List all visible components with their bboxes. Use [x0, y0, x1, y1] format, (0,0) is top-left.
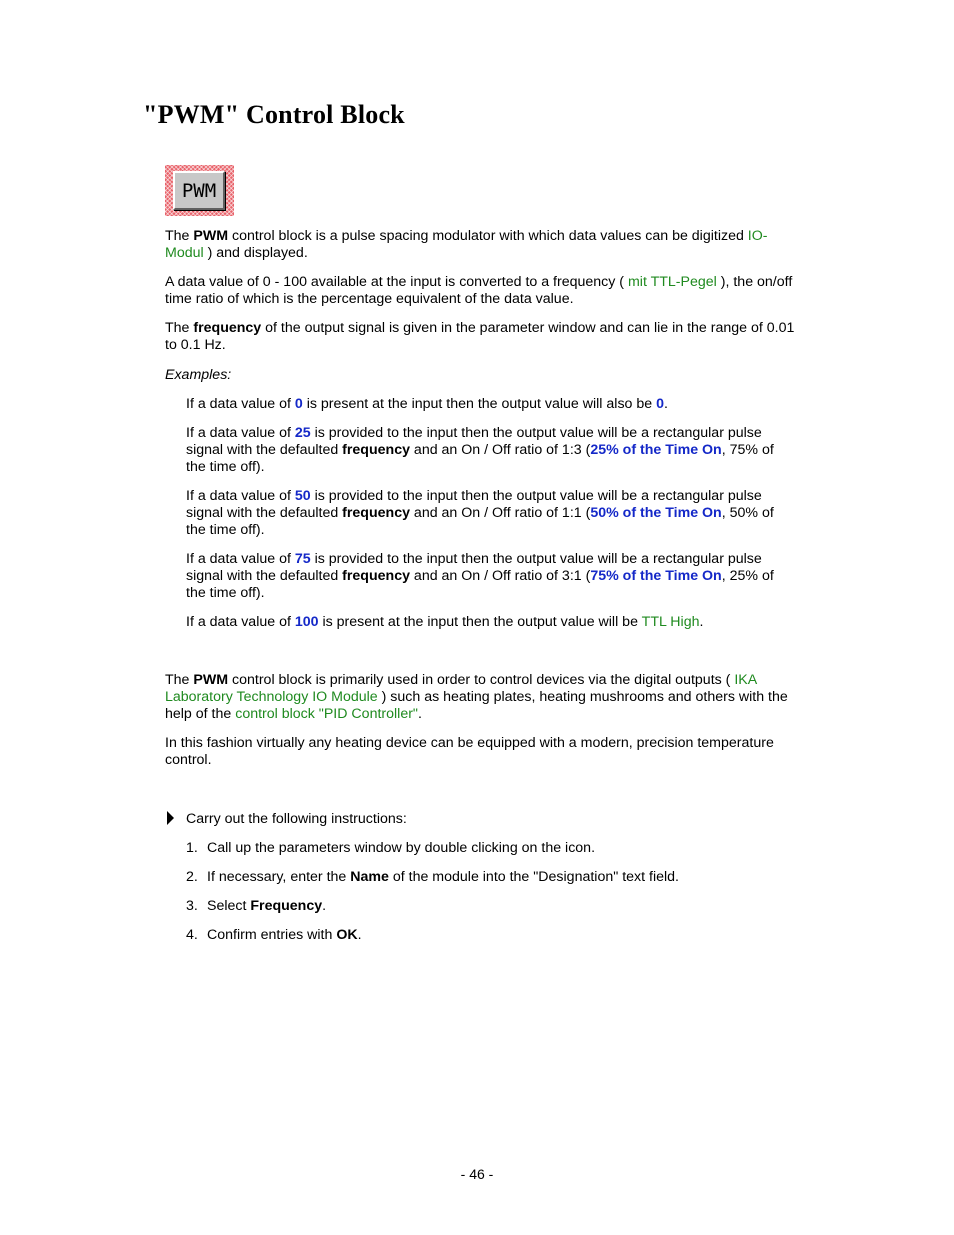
- output-value: 0: [656, 396, 664, 412]
- bold-term: frequency: [193, 320, 262, 336]
- text-run: is provided to the input then the output value will be a rectangular pulse signal with the defaulted: [186, 551, 762, 584]
- text-run: If necessary, enter the: [207, 869, 351, 885]
- intro-paragraph: [165, 228, 797, 262]
- page-number: - 46 -: [460, 1166, 494, 1182]
- text-run: .: [663, 396, 668, 412]
- text-run: ) and displayed.: [203, 245, 308, 261]
- text-run: If a data value of: [186, 551, 295, 567]
- step-item: [186, 840, 797, 857]
- example-100: [186, 614, 797, 631]
- text-run: Call up the parameters window by double clicking on the icon.: [207, 840, 596, 856]
- text-run: Confirm entries with: [207, 927, 337, 943]
- data-value: 75: [294, 551, 311, 567]
- page-title: "PWM" Control Block: [143, 100, 405, 129]
- text-run: and an On / Off ratio of 1:3 (: [409, 442, 591, 458]
- io-module-link[interactable]: IKA Laboratory Technology IO Module: [165, 672, 757, 705]
- text-run: is present at the input then the output value will be: [318, 614, 642, 630]
- text-run: The: [165, 672, 194, 688]
- step-number: 1.: [186, 840, 198, 856]
- step-item: [186, 898, 797, 915]
- data-value: 0: [294, 396, 303, 412]
- example-25: [186, 425, 797, 476]
- text-run: The: [165, 320, 194, 336]
- text-run: The: [165, 228, 194, 244]
- bold-term: Frequency: [250, 898, 323, 914]
- text-run: ) such as heating plates, heating mushrooms and others with the help of the: [165, 689, 788, 722]
- instructions-intro: Carry out the following instructions:: [186, 811, 407, 827]
- text-run: and an On / Off ratio of 1:1 (: [409, 505, 591, 521]
- time-on-highlight: 50% of the Time On: [590, 505, 722, 521]
- step-number: 2.: [186, 869, 198, 885]
- text-run: A data value of 0 - 100 available at the input is converted to a frequency (: [165, 274, 628, 290]
- bold-term: frequency: [342, 568, 410, 584]
- bold-term: Name: [350, 869, 389, 885]
- example-0: [186, 396, 797, 413]
- data-value: 25: [294, 425, 311, 441]
- text-run: control block is primarily used in order to control devices via the digital outputs (: [228, 672, 735, 688]
- data-value: 50: [294, 488, 311, 504]
- pwm-button-label: PWM: [173, 171, 225, 210]
- text-run: , 75% of the time off).: [186, 442, 774, 475]
- heating-paragraph: In this fashion virtually any heating device can be equipped with a modern, precision temperature control.: [165, 735, 774, 768]
- text-run: , 25% of the time off).: [186, 568, 774, 601]
- text-run: If a data value of: [186, 396, 295, 412]
- ttl-high-link[interactable]: TTL High: [641, 614, 700, 630]
- usage-paragraph: [165, 672, 797, 723]
- step-number: 3.: [186, 898, 198, 914]
- time-on-highlight: 75% of the Time On: [590, 568, 722, 584]
- text-run: .: [699, 614, 704, 630]
- text-run: control block is a pulse spacing modulator with which data values can be digitized: [228, 228, 748, 244]
- step-item: [186, 927, 797, 944]
- text-run: is present at the input then the output value will also be: [302, 396, 657, 412]
- text-run: ), the on/off time ratio of which is the percentage equivalent of the data value.: [165, 274, 793, 307]
- text-run: and an On / Off ratio of 3:1 (: [409, 568, 591, 584]
- examples-label: Examples:: [165, 367, 232, 383]
- text-run: If a data value of: [186, 425, 295, 441]
- text-run: .: [357, 927, 362, 943]
- bold-term: PWM: [193, 228, 229, 244]
- text-run: of the module into the "Designation" text field.: [388, 869, 679, 885]
- text-run: .: [322, 898, 327, 914]
- pid-controller-link[interactable]: control block "PID Controller": [235, 706, 418, 722]
- text-run: is provided to the input then the output value will be a rectangular pulse signal with the defaulted: [186, 425, 762, 458]
- step-number: 4.: [186, 927, 198, 943]
- text-run: .: [417, 706, 422, 722]
- bold-term: frequency: [342, 442, 410, 458]
- ttl-pegel-link[interactable]: mit TTL-Pegel: [627, 274, 721, 290]
- arrow-right-icon: [167, 811, 174, 825]
- data-value: 100: [294, 614, 319, 630]
- text-run: is provided to the input then the output value will be a rectangular pulse signal with the defaulted: [186, 488, 762, 521]
- example-50: [186, 488, 797, 539]
- text-run: , 50% of the time off).: [186, 505, 774, 538]
- example-75: [186, 551, 797, 602]
- bold-term: OK: [336, 927, 358, 943]
- conversion-paragraph: [165, 274, 797, 308]
- pwm-block-icon: [165, 165, 234, 216]
- bold-term: frequency: [342, 505, 410, 521]
- bold-term: PWM: [193, 672, 229, 688]
- text-run: If a data value of: [186, 488, 295, 504]
- io-modul-link[interactable]: IO-Modul: [165, 228, 768, 261]
- text-run: Select: [207, 898, 251, 914]
- frequency-paragraph: [165, 320, 797, 354]
- step-item: [186, 869, 797, 886]
- text-run: of the output signal is given in the parameter window and can lie in the range of 0.01 to 0.1 Hz.: [165, 320, 795, 353]
- time-on-highlight: 25% of the Time On: [590, 442, 722, 458]
- text-run: If a data value of: [186, 614, 295, 630]
